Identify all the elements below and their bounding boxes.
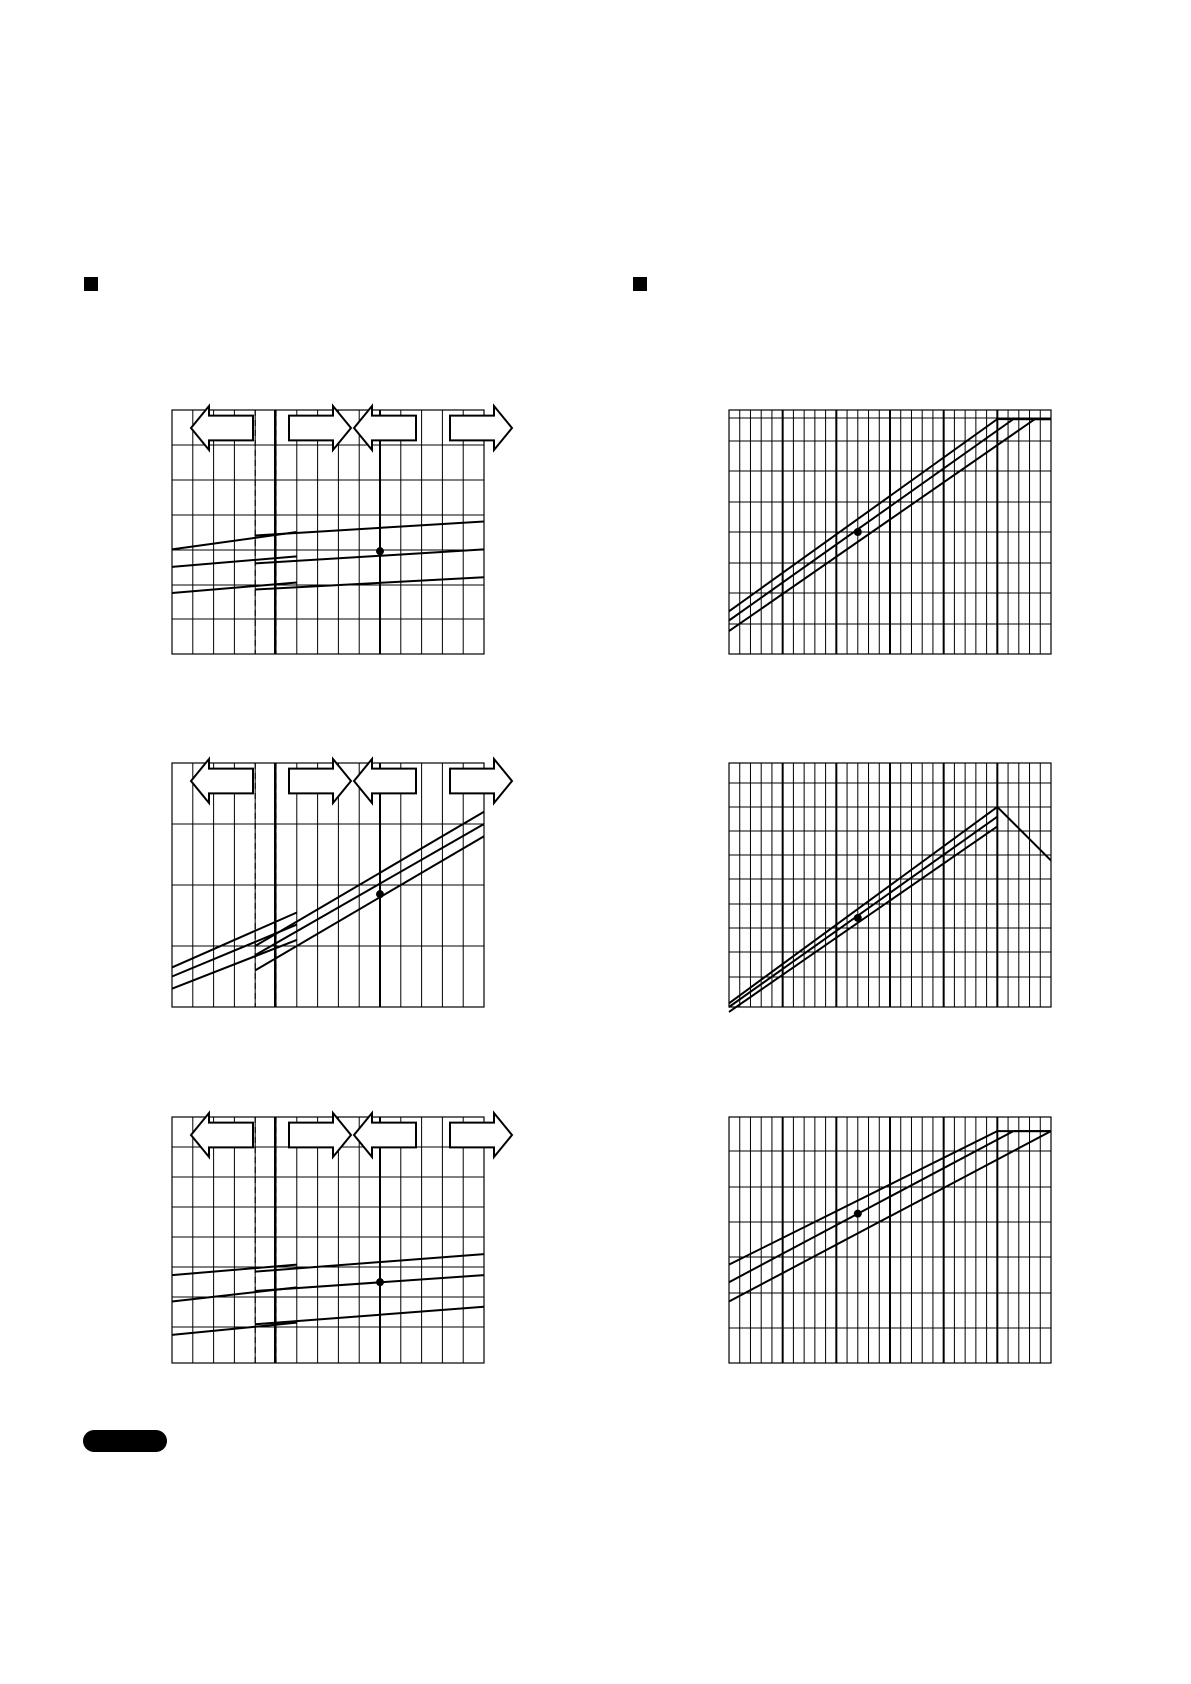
operating-point-marker: [854, 1210, 862, 1218]
